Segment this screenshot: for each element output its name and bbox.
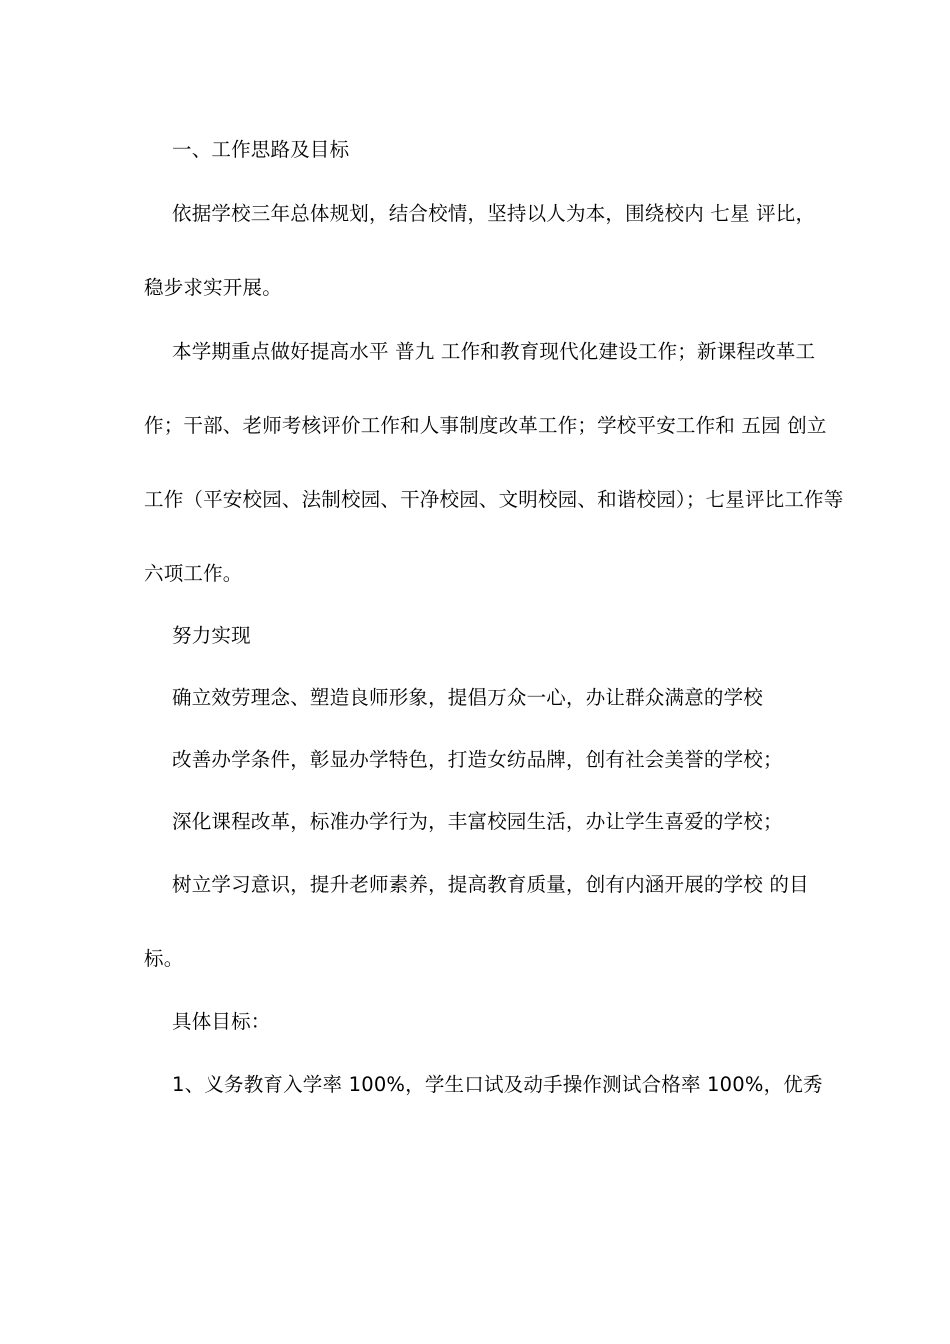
subheading: 努力实现 xyxy=(172,624,251,647)
paragraph-line: 工作（平安校园、法制校园、干净校园、文明校园、和谐校园）；七星评比工作等 xyxy=(144,488,844,511)
section-heading: 一、工作思路及目标 xyxy=(172,138,350,161)
paragraph-line: 作；干部、老师考核评价工作和人事制度改革工作；学校平安工作和 五园 创立 xyxy=(144,414,827,437)
subheading: 具体目标： xyxy=(172,1010,271,1033)
paragraph-line: 标。 xyxy=(144,947,184,970)
numbered-item: 1、义务教育入学率 100%，学生口试及动手操作测试合格率 100%，优秀 xyxy=(172,1073,823,1096)
goal-line: 深化课程改革，标准办学行为，丰富校园生活，办让学生喜爱的学校； xyxy=(172,810,783,833)
paragraph-line: 稳步求实开展。 xyxy=(144,276,282,299)
goal-line: 确立效劳理念、塑造良师形象，提倡万众一心，办让群众满意的学校 xyxy=(172,686,764,709)
paragraph-line: 本学期重点做好提高水平 普九 工作和教育现代化建设工作；新课程改革工 xyxy=(172,340,816,363)
paragraph-line: 依据学校三年总体规划，结合校情，坚持以人为本，围绕校内 七星 评比， xyxy=(172,202,816,225)
goal-line: 树立学习意识，提升老师素养，提高教育质量，创有内涵开展的学校 的目 xyxy=(172,873,809,896)
goal-line: 改善办学条件，彰显办学特色，打造女纺品牌，创有社会美誉的学校； xyxy=(172,748,783,771)
paragraph-line: 六项工作。 xyxy=(144,562,243,585)
